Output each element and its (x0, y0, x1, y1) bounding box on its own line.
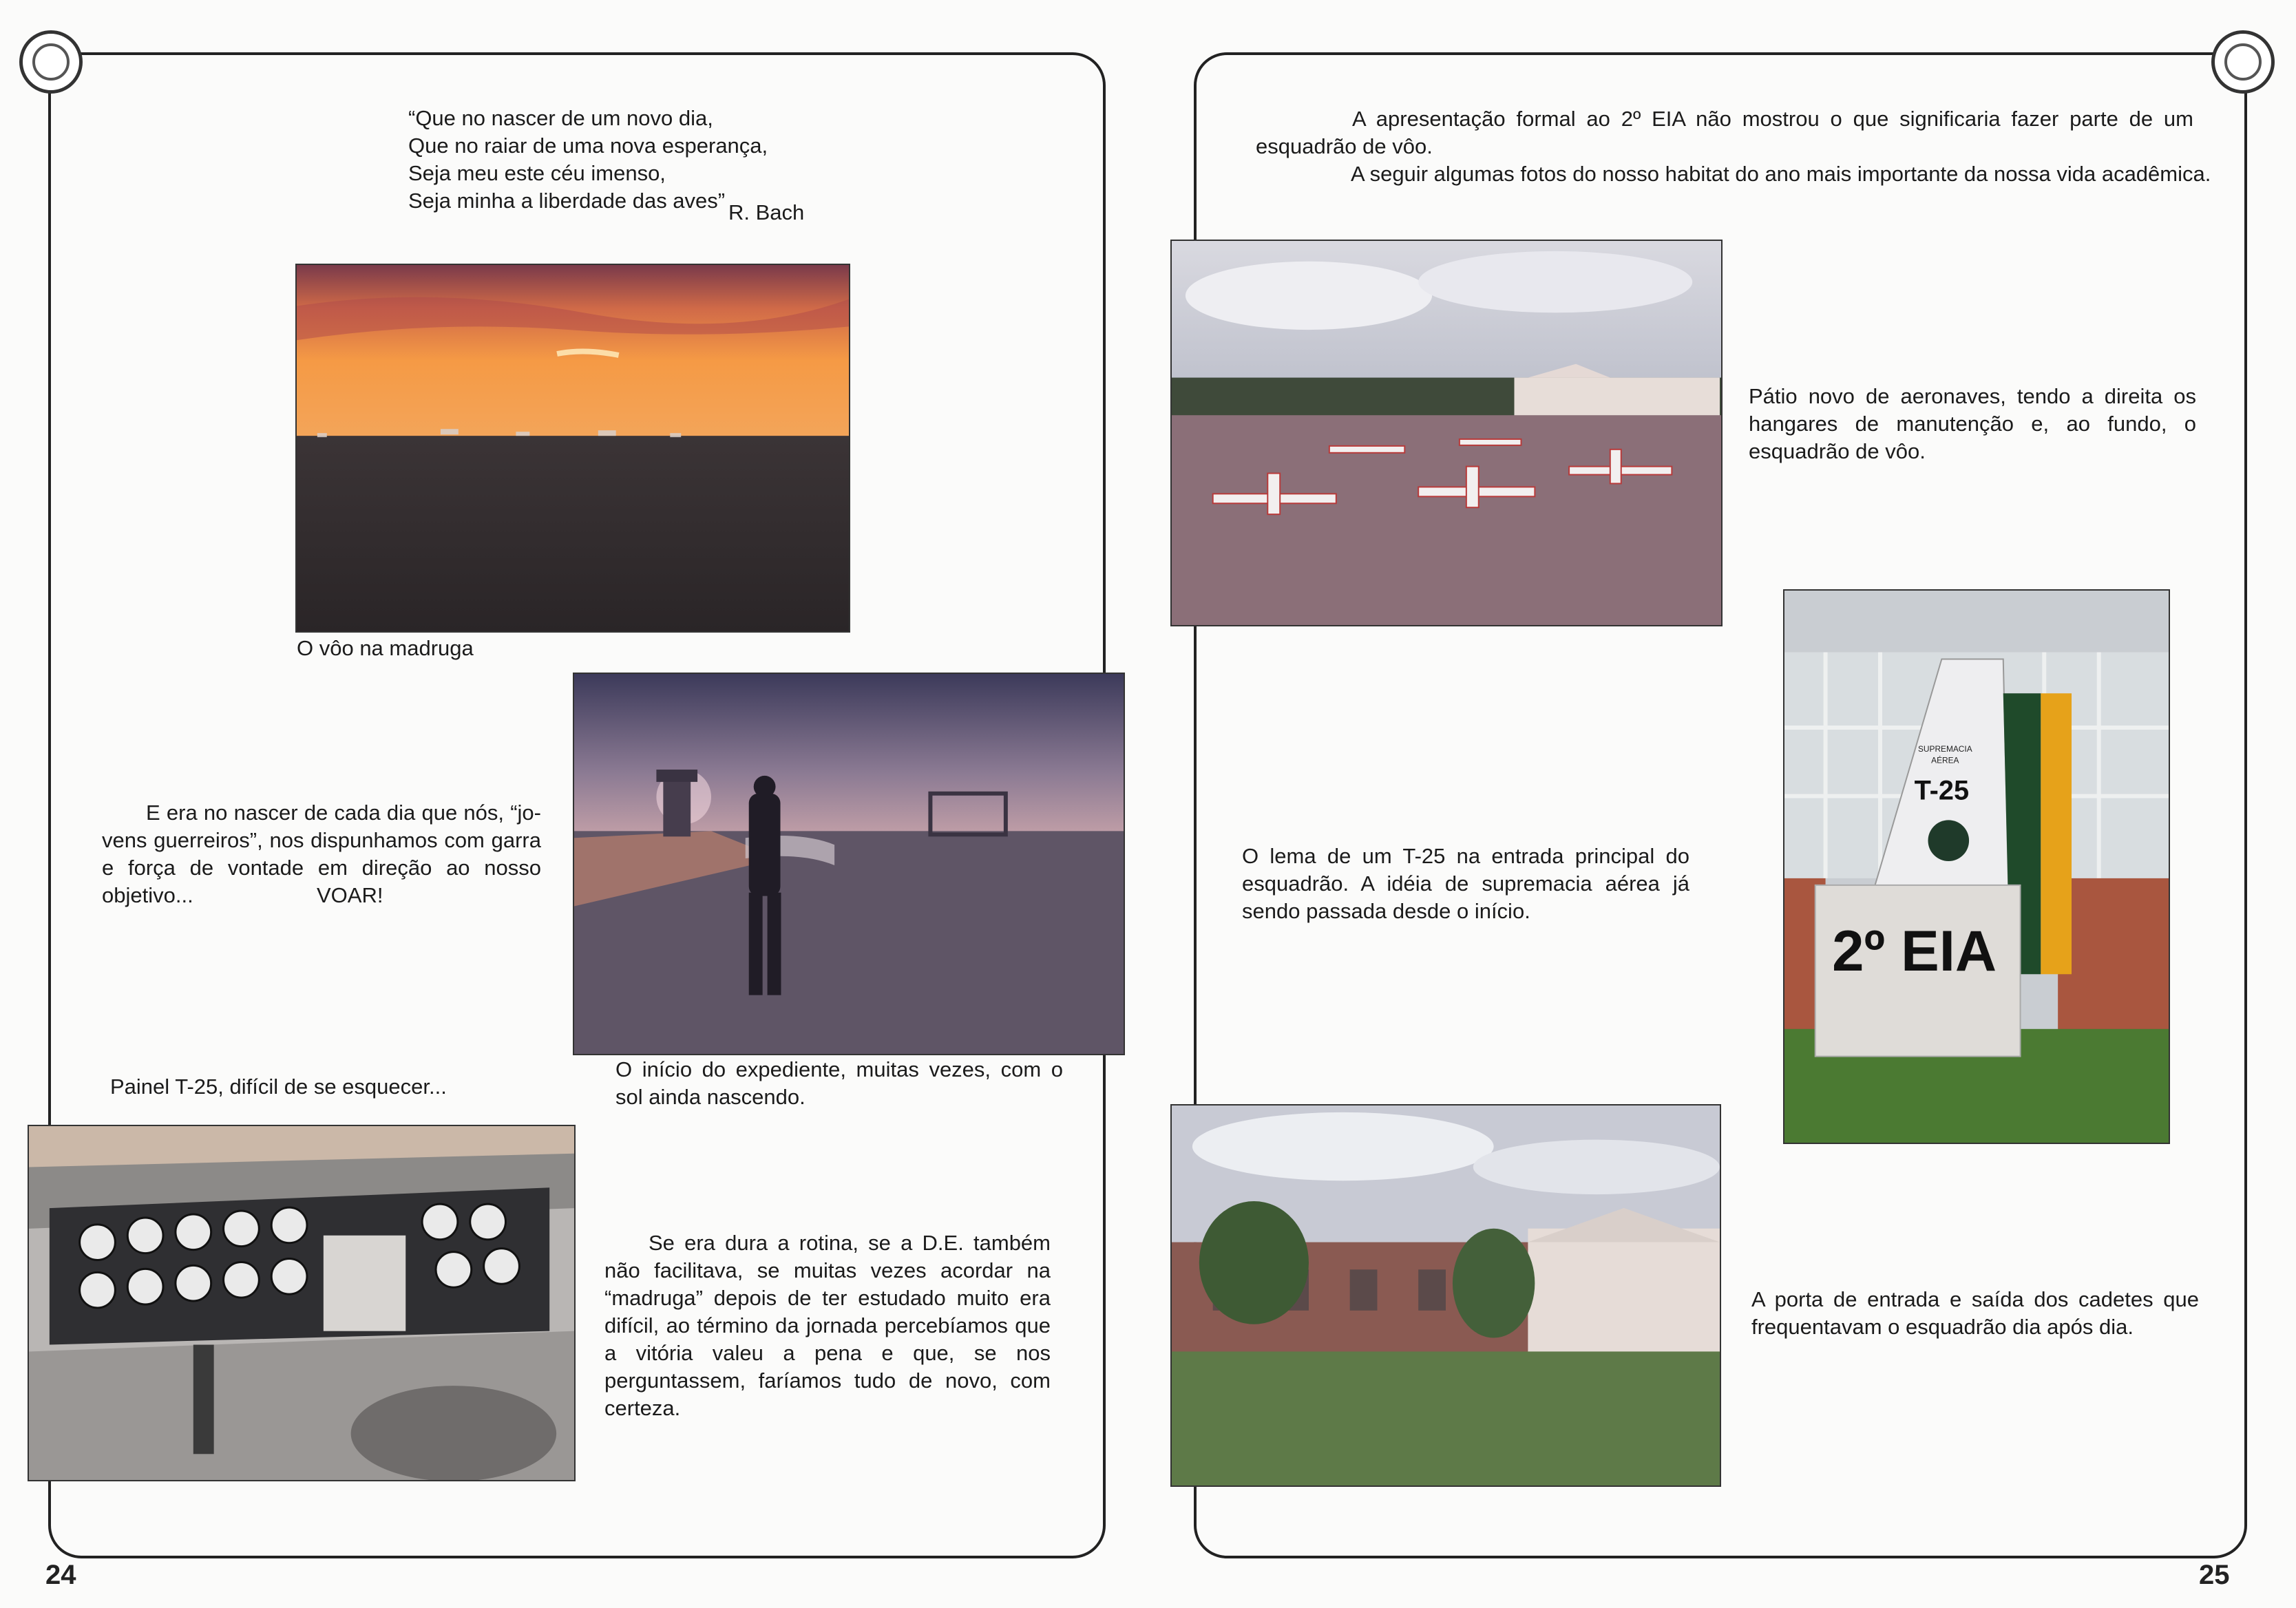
aircraft-patio-photo (1170, 240, 1723, 626)
right-page-number: 25 (2199, 1560, 2230, 1590)
caption-patio: Pátio novo de aeronaves, tendo a direita os hangares de manutenção e, ao fundo, o esquadrão de vôo. (1749, 384, 2196, 463)
caption-sunrise: O vôo na madruga (297, 636, 474, 660)
paragraph-routine: Se era dura a rotina, se a D.E. também não facilitava, se muitas vezes acordar na “madruga” depois de ter estudado muito era difícil, ao término da jornada percebíamos que a vitória valeu a pena e que, se nos perguntassem, faríamos tudo de novo, com certeza. (604, 1231, 1051, 1420)
dusk-ramp-photo (573, 673, 1125, 1055)
t25-monument-photo (1783, 589, 2170, 1144)
sunrise-photo (295, 264, 850, 633)
intro-line-1: A apresentação formal ao 2º EIA não mostrou o que significaria fazer parte de um esquadrão de vôo. (1256, 107, 2193, 158)
left-seal-icon (19, 30, 83, 94)
left-page-number: 24 (45, 1560, 76, 1590)
intro-line-2: A seguir algumas fotos do nosso habitat do ano mais importante da nossa vida acadêmica. (1351, 162, 2211, 186)
caption-start-day: O início do expediente, muitas vezes, com o sol ainda nascendo. (615, 1057, 1063, 1109)
tail-text-1: SUPREMACIA (1918, 743, 1972, 754)
caption-lema: O lema de um T-25 na entrada principal do esquadrão. A idéia de supremacia aérea já sendo passada desde o início. (1242, 844, 1689, 923)
tail-text-2: AÉREA (1931, 755, 1959, 765)
poem-line: “Que no nascer de um novo dia, (408, 106, 713, 130)
poem-author: R. Bach (728, 200, 805, 224)
tail-model: T-25 (1914, 775, 1970, 806)
poem-line: Que no raiar de uma nova esperança, (408, 134, 768, 158)
squadron-emblem-icon (1928, 820, 1970, 861)
right-seal-icon (2211, 30, 2275, 94)
caption-panel: Painel T-25, difícil de se esquecer... (110, 1075, 447, 1099)
paragraph-warriors-end: VOAR! (317, 883, 383, 907)
squadron-entrance-photo (1170, 1104, 1721, 1487)
caption-door: A porta de entrada e saída dos cadetes que frequentavam o esquadrão dia após dia. (1751, 1287, 2199, 1339)
poem-line: Seja minha a liberdade das aves” (408, 189, 726, 213)
paragraph-warriors: E era no nascer de cada dia que nós, “jo-vens guerreiros”, nos dispunhamos com garra e força de vontade em direção ao nosso objetivo... (102, 801, 541, 907)
monument-base-text: 2º EIA (1832, 918, 1997, 984)
poem (408, 105, 808, 215)
poem-line: Seja meu este céu imenso, (408, 161, 666, 185)
cockpit-panel-photo (28, 1125, 576, 1481)
